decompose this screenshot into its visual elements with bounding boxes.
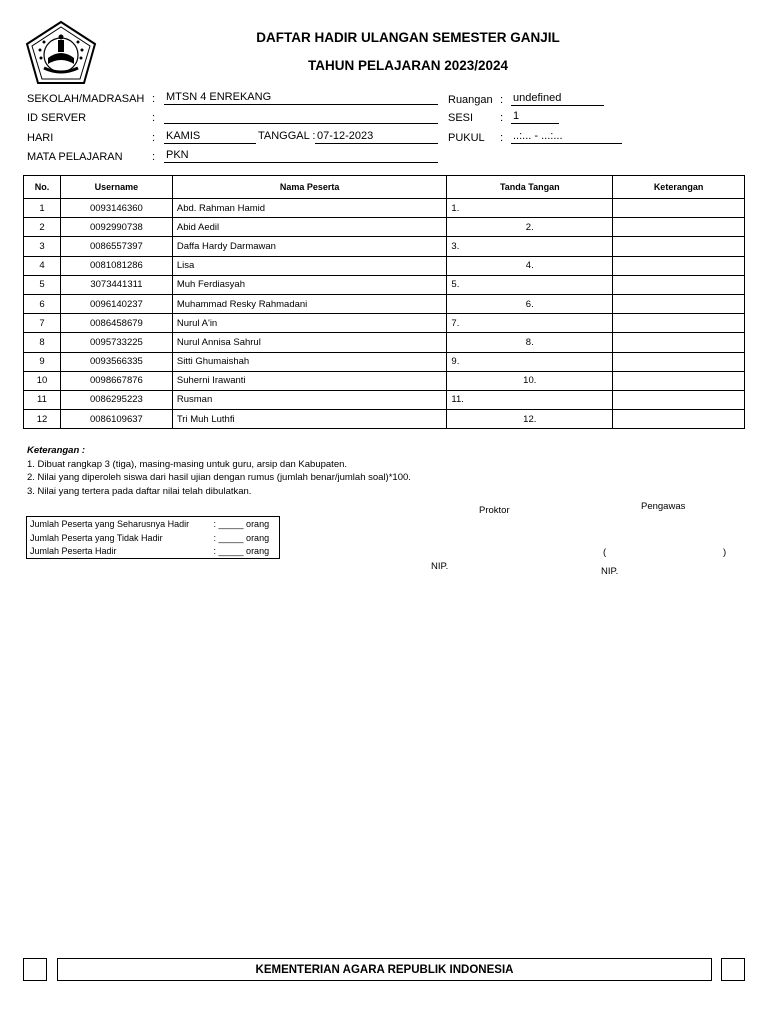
table-row: [24, 390, 745, 409]
row-no: 12: [24, 410, 61, 429]
row-nama: Muhammad Resky Rahmadani: [172, 294, 447, 313]
row-username: 3073441311: [60, 275, 172, 294]
row-tanda-tangan: 4.: [447, 256, 613, 275]
sekolah-value: MTSN 4 ENREKANG: [164, 91, 438, 105]
row-username: 0093566335: [60, 352, 172, 371]
table-header-row: [24, 176, 745, 199]
row-username: 0086295223: [60, 390, 172, 409]
row-nama: Suherni Irawanti: [172, 371, 447, 390]
sekolah-label: SEKOLAH/MADRASAH: [27, 93, 145, 105]
kemenag-logo: [24, 20, 98, 86]
summary-table: [26, 516, 280, 559]
row-tanda-tangan: 12.: [447, 410, 613, 429]
server-label: ID SERVER: [27, 112, 87, 124]
row-keterangan: [613, 371, 745, 390]
table-row: [24, 333, 745, 352]
table-row: [24, 275, 745, 294]
row-username: 0086458679: [60, 314, 172, 333]
table-row: [24, 294, 745, 313]
ruangan-value: undefined: [511, 92, 604, 106]
row-tanda-tangan: 3.: [447, 237, 613, 256]
nip-pengawas: NIP.: [601, 566, 619, 577]
row-tanda-tangan: 1.: [447, 199, 613, 218]
footer-left-box: [23, 958, 47, 981]
row-nama: Sitti Ghumaishah: [172, 352, 447, 371]
row-nama: Rusman: [172, 390, 447, 409]
row-nama: Abd. Rahman Hamid: [172, 199, 447, 218]
hari-value: KAMIS: [164, 130, 256, 144]
colon: :: [500, 94, 504, 106]
table-row: [24, 314, 745, 333]
nip-proktor: NIP.: [431, 561, 449, 572]
row-keterangan: [613, 314, 745, 333]
colon: :: [152, 93, 156, 105]
row-username: 0098667876: [60, 371, 172, 390]
row-no: 6: [24, 294, 61, 313]
row-nama: Daffa Hardy Darmawan: [172, 237, 447, 256]
row-keterangan: [613, 333, 745, 352]
note-item: 1. Dibuat rangkap 3 (tiga), masing-masing untuk guru, arsip dan Kabupaten.: [27, 458, 348, 470]
row-no: 9: [24, 352, 61, 371]
row-username: 0081081286: [60, 256, 172, 275]
row-no: 4: [24, 256, 61, 275]
header-nama: Nama Peserta: [172, 176, 447, 199]
row-username: 0086557397: [60, 237, 172, 256]
row-tanda-tangan: 9.: [447, 352, 613, 371]
table-row: [24, 218, 745, 237]
row-tanda-tangan: 10.: [447, 371, 613, 390]
row-no: 2: [24, 218, 61, 237]
table-row: [24, 256, 745, 275]
summary-label: Jumlah Peserta Hadir: [30, 546, 117, 557]
row-keterangan: [613, 275, 745, 294]
footer-title: KEMENTERIAN AGARA REPUBLIK INDONESIA: [57, 958, 712, 981]
pengawas-label: Pengawas: [641, 501, 686, 512]
row-no: 3: [24, 237, 61, 256]
summary-row: [27, 517, 280, 531]
row-no: 10: [24, 371, 61, 390]
row-no: 8: [24, 333, 61, 352]
table-row: [24, 371, 745, 390]
row-keterangan: [613, 352, 745, 371]
mapel-value: PKN: [164, 149, 438, 163]
tanggal-label: TANGGAL :: [258, 130, 316, 142]
footer-right-box: [721, 958, 745, 981]
row-keterangan: [613, 256, 745, 275]
row-keterangan: [613, 294, 745, 313]
header-username: Username: [60, 176, 172, 199]
table-row: [24, 237, 745, 256]
pukul-value: ..:... - ...:...: [511, 130, 622, 144]
row-username: 0095733225: [60, 333, 172, 352]
title-line2: TAHUN PELAJARAN 2023/2024: [307, 58, 509, 73]
summary-value: : _____ orang: [213, 546, 270, 557]
notes-heading: Keterangan :: [27, 445, 86, 456]
summary-row: [27, 531, 280, 545]
row-tanda-tangan: 2.: [447, 218, 613, 237]
table-row: [24, 199, 745, 218]
row-tanda-tangan: 5.: [447, 275, 613, 294]
row-tanda-tangan: 8.: [447, 333, 613, 352]
row-tanda-tangan: 7.: [447, 314, 613, 333]
row-username: 0086109637: [60, 410, 172, 429]
row-no: 11: [24, 390, 61, 409]
row-no: 7: [24, 314, 61, 333]
row-keterangan: [613, 218, 745, 237]
table-row: [24, 352, 745, 371]
row-no: 5: [24, 275, 61, 294]
note-item: 2. Nilai yang diperoleh siswa dari hasil ujian dengan rumus (jumlah benar/jumlah soal)*100.: [27, 472, 411, 483]
row-username: 0096140237: [60, 294, 172, 313]
row-nama: Abid Aedil: [172, 218, 447, 237]
mapel-label: MATA PELAJARAN: [27, 151, 123, 163]
summary-value: : _____ orang: [213, 518, 270, 529]
summary-value: : _____ orang: [213, 532, 270, 543]
row-keterangan: [613, 199, 745, 218]
row-nama: Nurul A'in: [172, 314, 447, 333]
paren-close: ): [723, 547, 727, 558]
note-item: 3. Nilai yang tertera pada daftar nilai telah dibulatkan.: [27, 485, 252, 497]
row-keterangan: [613, 390, 745, 409]
paren-open: (: [603, 547, 607, 558]
sesi-value: 1: [511, 110, 559, 124]
summary-row: [27, 545, 280, 559]
header-tanda-tangan: Tanda Tangan: [447, 176, 613, 199]
title-line1: DAFTAR HADIR ULANGAN SEMESTER GANJIL: [256, 30, 560, 45]
row-tanda-tangan: 6.: [447, 294, 613, 313]
row-tanda-tangan: 11.: [447, 390, 613, 409]
pukul-label: PUKUL: [448, 132, 485, 144]
server-value: [164, 110, 438, 124]
sesi-label: SESI: [448, 112, 474, 124]
attendance-table: [23, 175, 745, 429]
header-keterangan: Keterangan: [613, 176, 745, 199]
colon: :: [152, 151, 156, 163]
colon: :: [152, 132, 156, 144]
row-nama: Lisa: [172, 256, 447, 275]
summary-label: Jumlah Peserta yang Seharusnya Hadir: [30, 518, 190, 529]
row-nama: Muh Ferdiasyah: [172, 275, 447, 294]
hari-label: HARI: [27, 132, 54, 144]
row-username: 0093146360: [60, 199, 172, 218]
row-no: 1: [24, 199, 61, 218]
colon: :: [500, 112, 504, 124]
proktor-label: Proktor: [479, 505, 510, 516]
summary-label: Jumlah Peserta yang Tidak Hadir: [30, 532, 163, 543]
table-row: [24, 410, 745, 429]
colon: :: [500, 132, 504, 144]
row-keterangan: [613, 237, 745, 256]
notes: [27, 444, 411, 498]
row-keterangan: [613, 410, 745, 429]
tanggal-value: 07-12-2023: [315, 130, 438, 144]
header-no: No.: [24, 176, 61, 199]
row-nama: Tri Muh Luthfi: [172, 410, 447, 429]
row-username: 0092990738: [60, 218, 172, 237]
row-nama: Nurul Annisa Sahrul: [172, 333, 447, 352]
colon: :: [152, 112, 156, 124]
ruangan-label: Ruangan: [448, 94, 493, 106]
